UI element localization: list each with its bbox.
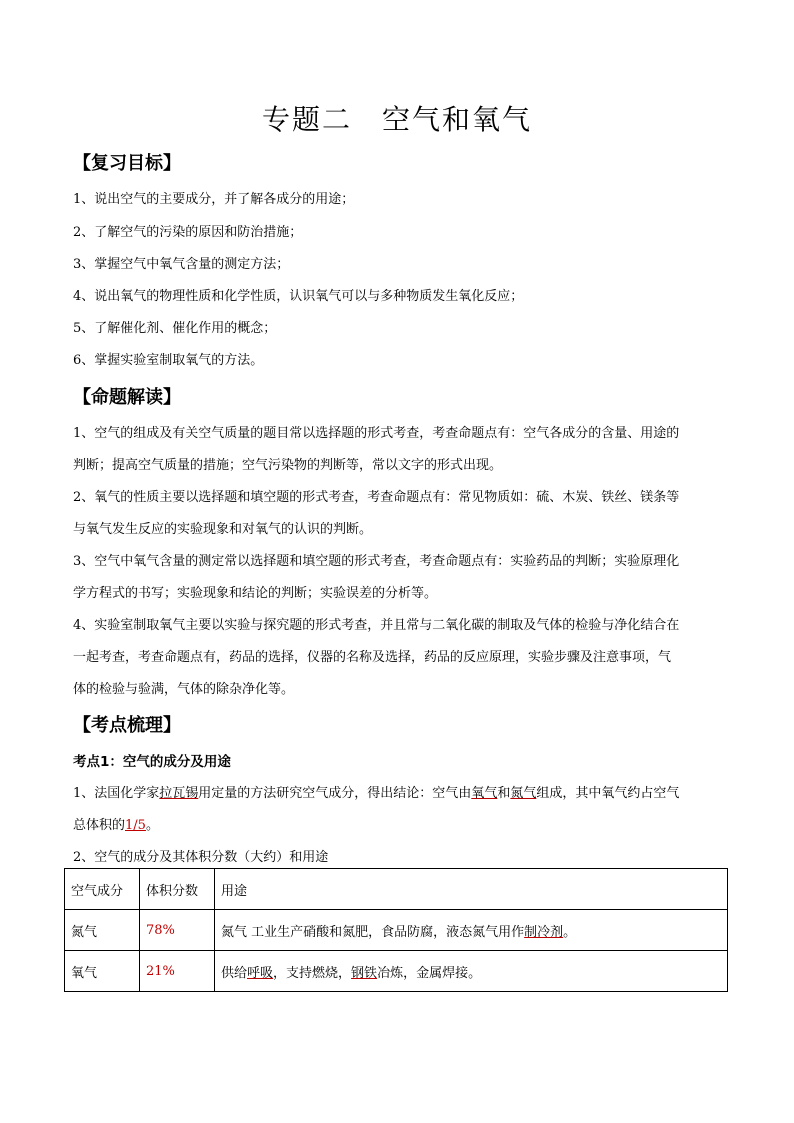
gas-name-cell: 氧气 (65, 951, 140, 992)
analysis-line: 4、实验室制取氧气主要以实验与探究题的形式考查，并且常与二氧化碳的制取及气体的检验与净化结合在 (73, 618, 680, 633)
review-item: 5、了解催化剂、催化作用的概念； (73, 321, 277, 336)
use-answer: 制冷剂 (524, 924, 564, 940)
use-answer: 呼吸 (247, 965, 274, 981)
analysis-line: 体的检验与验满，气体的除杂净化等。 (73, 682, 295, 697)
analysis-line: 一起考查，考查命题点有，药品的选择，仪器的名称及选择，药品的反应原理，实验步骤及注意事项，气 (73, 650, 672, 665)
analysis-line: 判断；提高空气质量的措施；空气污染物的判断等，常以文字的形式出现。 (73, 458, 503, 473)
oxygen-answer: 氧气 (471, 786, 498, 801)
analysis-line: 与氧气发生反应的实验现象和对氧气的认识的判断。 (73, 522, 373, 537)
text-run: 组成，其中氧气约占空气 (536, 786, 680, 801)
analysis-heading: 【命题解读】 (73, 387, 181, 408)
analysis-line: 1、空气的组成及有关空气质量的题目常以选择题的形式考查，考查命题点有：空气各成分的含量、用途的 (73, 426, 680, 441)
text-run: ，支持燃烧， (273, 965, 352, 981)
header-cell: 用途 (215, 869, 728, 910)
fraction-answer: 1/5 (125, 818, 146, 833)
point1-line2 (73, 814, 159, 833)
nitrogen-answer: 氮气 (510, 786, 537, 801)
text-run: 和 (497, 786, 511, 801)
text-run: 。 (145, 818, 159, 833)
point1-line3: 2、空气的成分及其体积分数（大约）和用途 (73, 850, 329, 865)
air-composition-table (64, 868, 728, 992)
table-row (65, 910, 728, 951)
points-heading: 【考点梳理】 (73, 715, 181, 736)
fraction-cell: 21% (140, 951, 215, 992)
point1-title: 考点1：空气的成分及用途 (73, 754, 231, 770)
use-cell (215, 951, 728, 992)
review-item: 4、说出氧气的物理性质和化学性质，认识氧气可以与多种物质发生氧化反应； (73, 289, 524, 304)
use-answer: 钢铁 (351, 965, 378, 981)
gas-name-cell: 氮气 (65, 910, 140, 951)
lavoisier-answer: 拉瓦锡 (159, 786, 199, 801)
fraction-cell: 78% (140, 910, 215, 951)
table-header-row (65, 869, 728, 910)
analysis-line: 3、空气中氧气含量的测定常以选择题和填空题的形式考查，考查命题点有：实验药品的判断；实验原理化 (73, 554, 680, 569)
text-run: 氮气 工业生产硝酸和氮肥，食品防腐，液态氮气用作 (221, 924, 525, 940)
review-heading: 【复习目标】 (73, 153, 181, 174)
table-row (65, 951, 728, 992)
page-title: 专题二 空气和氧气 (261, 103, 532, 136)
review-item: 6、掌握实验室制取氧气的方法。 (73, 353, 264, 368)
analysis-line: 2、氧气的性质主要以选择题和填空题的形式考查，考查命题点有：常见物质如：硫、木炭、铁丝、镁条等 (73, 490, 680, 505)
text-run: 用定量的方法研究空气成分，得出结论：空气由 (198, 786, 472, 801)
review-item: 1、说出空气的主要成分，并了解各成分的用途； (73, 192, 355, 207)
text-run: 供给 (221, 965, 248, 981)
text-run: 总体积的 (73, 818, 126, 833)
review-item: 2、了解空气的污染的原因和防治措施； (73, 225, 303, 240)
point1-line1 (73, 782, 679, 801)
use-cell (215, 910, 728, 951)
text-run: 。 (563, 924, 577, 940)
header-cell: 体积分数 (140, 869, 215, 910)
header-cell: 空气成分 (65, 869, 140, 910)
analysis-line: 学方程式的书写；实验现象和结论的判断；实验误差的分析等。 (73, 586, 438, 601)
text-run: 冶炼，金属焊接。 (377, 965, 482, 981)
review-item: 3、掌握空气中氧气含量的测定方法； (73, 257, 290, 272)
text-run: 1、法国化学家 (73, 786, 160, 801)
